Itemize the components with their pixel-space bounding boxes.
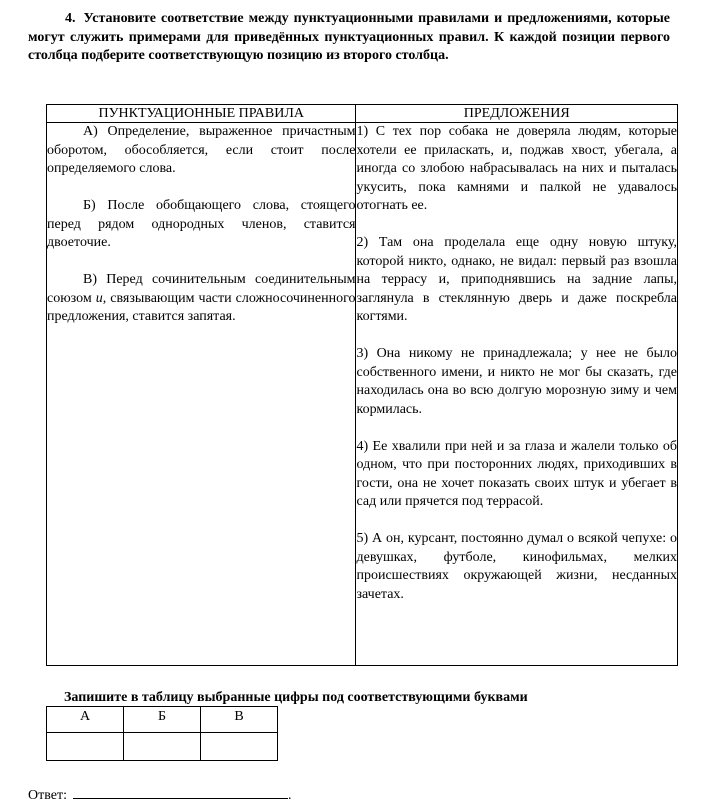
sentence-3: 3) Она никому не принадлежала; у нее не было собственного имени, и никто не мог бы сказать, где находилась она во всю долгую морозную зиму и чем кормилась.: [356, 346, 677, 417]
header-rules: ПУНКТУАЦИОННЫЕ ПРАВИЛА: [47, 105, 356, 123]
rule-b-prefix: Б): [83, 198, 108, 213]
rules-column: [47, 123, 356, 666]
sentences-column: [356, 123, 678, 666]
rule-v: [47, 271, 355, 327]
answer-line: [28, 784, 291, 805]
task-statement: [28, 10, 670, 66]
rule-a-text: Определение, выраженное причастным оборотом, обособляется, если стоит после определяемого слова.: [47, 124, 356, 176]
answer-cell-v[interactable]: [201, 733, 278, 761]
answer-cell-b[interactable]: [124, 733, 201, 761]
answer-blank[interactable]: [73, 784, 288, 799]
rule-v-text-after: , связывающим части сложносочиненного предложения, ставится запятая.: [47, 290, 356, 324]
rule-a-prefix: А): [83, 124, 108, 139]
answer-letter-b: Б: [124, 707, 201, 733]
rule-v-text-before: Перед сочинительным соединительным союзом: [47, 272, 356, 306]
answer-table: [46, 706, 278, 761]
task-number: 4.: [65, 11, 76, 26]
task-text: Установите соответствие между пунктуационными правилами и предложениями, которые могут служить примерами для приведённых пунктуационных правил. К каждой позиции первого столбца подберите соответствующую позицию из второго столбца.: [28, 11, 670, 63]
sentence-2: 2) Там она проделала еще одну новую штуку, которой никто, однако, не видал: первый раз взошла на террасу и, приподнявшись на задние лапы, заглянула в стеклянную дверь и даже поскребла когтями.: [356, 235, 677, 324]
answer-letter-v: В: [201, 707, 278, 733]
matching-table: [46, 104, 678, 666]
rule-v-italic-word: и: [95, 290, 103, 306]
sentence-4: 4) Ее хвалили при ней и за глаза и жалели только об одном, что при посторонних людях, приходивших в гости, она не хочет показать своих штук и убегает в сад или прячется под террасой.: [356, 438, 677, 509]
rule-b-text: После обобщающего слова, стоящего перед рядом однородных членов, ставится двоеточие.: [47, 198, 356, 250]
sentence-5: 5) А он, курсант, постоянно думал о всякой чепухе: о девушках, футболе, кинофильмах, мелких происшествиях окружающей жизни, несданных зачетах.: [356, 531, 677, 602]
answer-caption: Запишите в таблицу выбранные цифры под соответствующими буквами: [64, 690, 528, 705]
answer-cell-a[interactable]: [47, 733, 124, 761]
answer-line-end: .: [287, 788, 292, 803]
header-sentences: ПРЕДЛОЖЕНИЯ: [356, 105, 678, 123]
rule-b: [47, 197, 355, 253]
answer-label: Ответ:: [28, 788, 67, 803]
answer-letter-a: А: [47, 707, 124, 733]
sentence-1: 1) С тех пор собака не доверяла людям, которые хотели ее приласкать, и, поджав хвост, убегала, а иногда со злобою набрасывалась на них и пыталась укусить, пока камнями и палкой не удавалось отогнать ее.: [356, 124, 677, 213]
rule-a: [47, 123, 355, 179]
rule-v-prefix: В): [83, 272, 107, 287]
